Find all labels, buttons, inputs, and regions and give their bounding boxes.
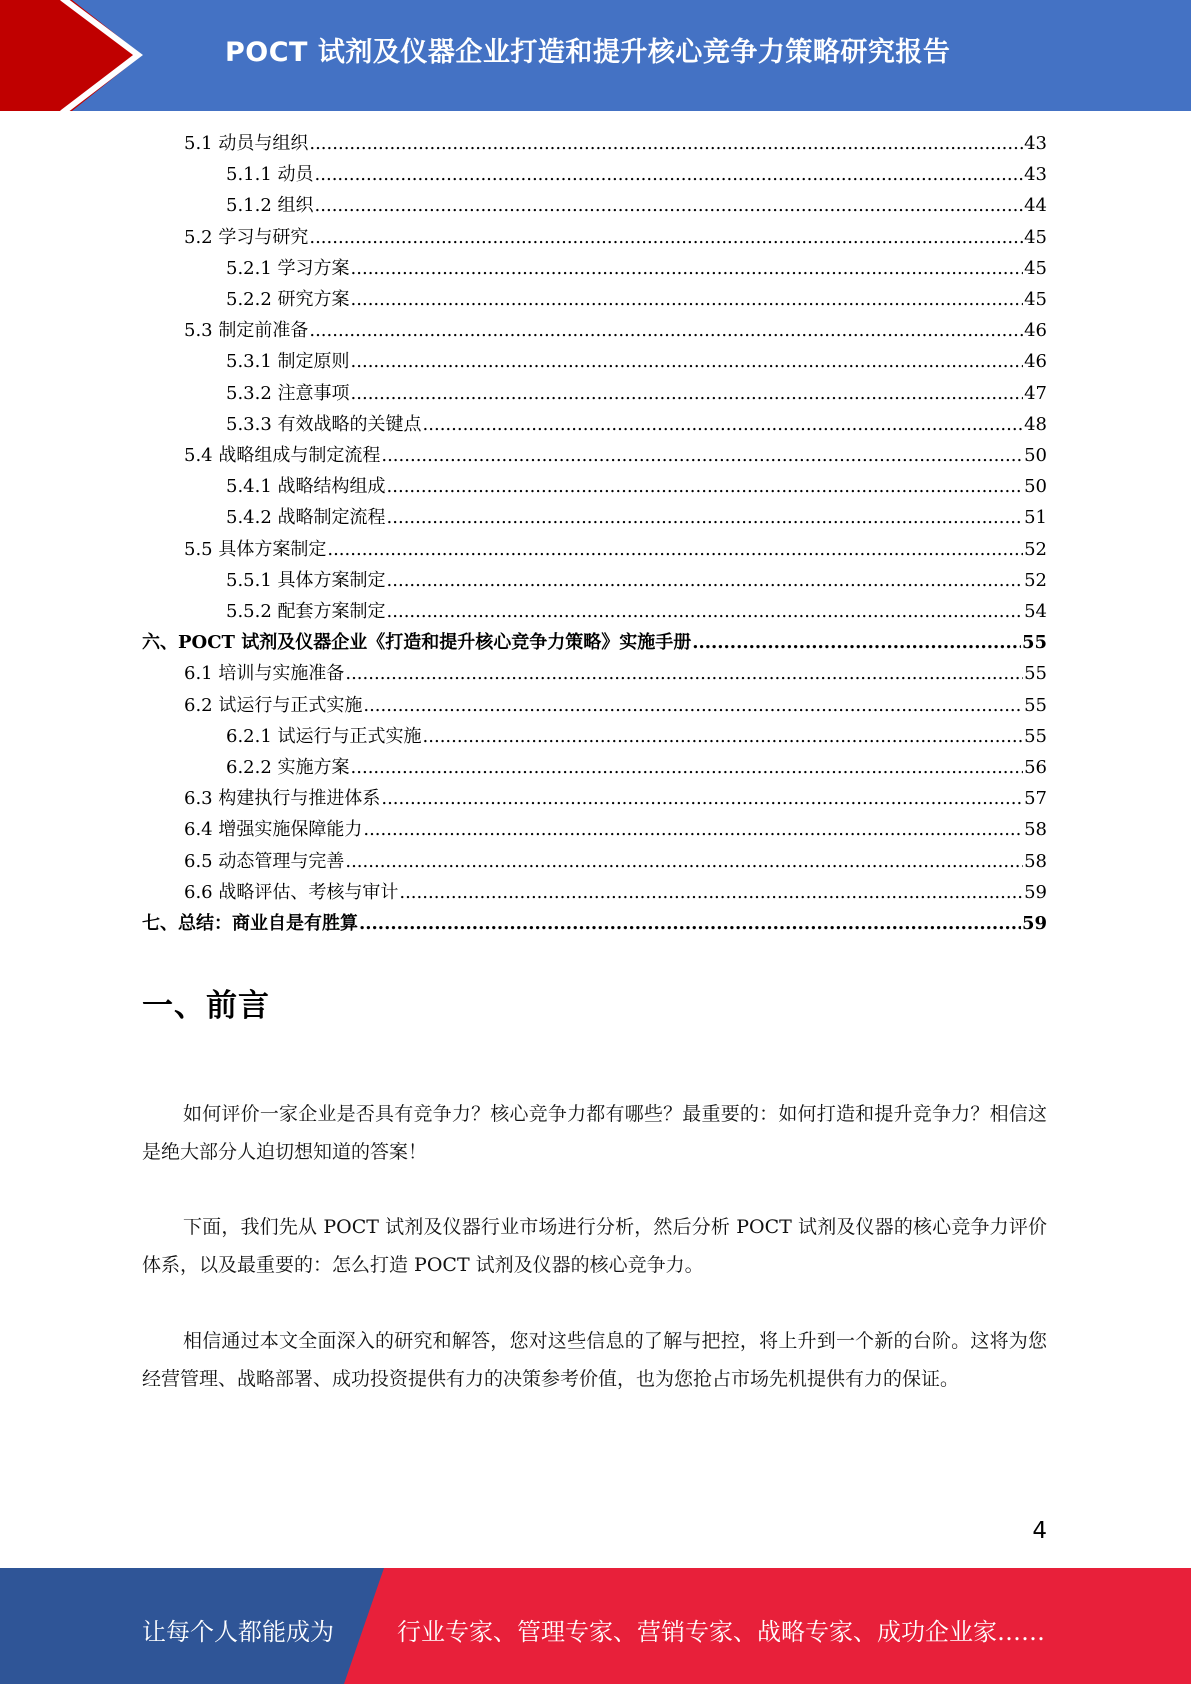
toc-dot-leader [387,471,1024,502]
toc-dot-leader [692,627,1021,658]
toc-dot-leader [309,315,1023,346]
toc-entry-page: 55 [1021,632,1047,654]
toc-dot-leader [309,222,1023,253]
toc-dot-leader [359,908,1021,939]
toc-entry-label: 6.6 战略评估、考核与审计 [184,881,399,903]
toc-entry[interactable] [226,596,1047,627]
toc-entry-page: 55 [1024,694,1047,716]
toc-entry-label: 5.5.1 具体方案制定 [226,569,386,591]
page-header [0,0,1191,111]
toc-entry-label: 5.1.1 动员 [226,164,314,186]
toc-entry-label: 5.1.2 组织 [226,195,314,217]
toc-entry-label: 5.5 具体方案制定 [184,538,327,560]
toc-entry-label: 6.3 构建执行与推进体系 [184,788,381,810]
toc-entry-page: 52 [1024,538,1047,560]
toc-entry[interactable] [226,752,1047,783]
toc-entry[interactable] [226,471,1047,502]
toc-entry-label: 5.3 制定前准备 [184,320,309,342]
toc-entry-page: 45 [1024,226,1047,248]
toc-entry[interactable] [226,284,1047,315]
toc-entry-label: 七、总结：商业自是有胜算 [142,913,358,934]
toc-entry[interactable] [226,253,1047,284]
toc-entry[interactable] [184,534,1047,565]
toc-dot-leader [345,658,1023,689]
toc-entry[interactable] [142,627,1047,658]
toc-entry-page: 56 [1024,757,1047,778]
toc-entry[interactable] [226,378,1047,409]
toc-entry[interactable] [184,783,1047,814]
toc-entry[interactable] [226,409,1047,440]
toc-entry[interactable] [226,502,1047,533]
toc-entry-label: 6.2 试运行与正式实施 [184,694,363,716]
footer-slogan-right: 行业专家、管理专家、营销专家、战略专家、成功企业家…… [397,1618,1045,1646]
section-heading: 一、前言 [142,988,270,1024]
toc-entry-page: 46 [1024,320,1047,342]
toc-entry-page: 58 [1024,850,1047,872]
toc-dot-leader [351,346,1024,377]
toc-entry-label: 6.4 增强实施保障能力 [184,819,363,841]
toc-entry-label: 5.3.2 注意事项 [226,382,350,404]
toc-entry-label: 六、POCT 试剂及仪器企业《打造和提升核心竞争力策略》实施手册 [142,632,692,654]
toc-dot-leader [351,378,1024,409]
toc-entry-label: 5.5.2 配套方案制定 [226,601,386,622]
toc-entry-label: 5.1 动员与组织 [184,133,309,154]
toc-entry[interactable] [142,908,1047,939]
toc-entry-page: 50 [1024,445,1047,466]
toc-dot-leader [387,565,1024,596]
toc-dot-leader [381,783,1023,814]
toc-dot-leader [399,877,1023,908]
toc-entry-page: 54 [1024,601,1047,622]
toc-entry-page: 45 [1024,289,1047,310]
toc-entry[interactable] [184,222,1047,253]
toc-entry[interactable] [184,814,1047,845]
toc-entry-page: 58 [1024,819,1047,841]
toc-dot-leader [387,502,1024,533]
toc-entry-label: 6.2.2 实施方案 [226,757,350,778]
toc-entry-label: 5.2.2 研究方案 [226,289,350,310]
toc-entry[interactable] [184,315,1047,346]
toc-dot-leader [423,721,1024,752]
toc-entry[interactable] [184,658,1047,689]
toc-dot-leader [351,284,1024,315]
toc-entry-label: 5.2 学习与研究 [184,226,309,248]
toc-entry-page: 50 [1024,476,1047,498]
body-paragraph: 下面，我们先从 POCT 试剂及仪器行业市场进行分析，然后分析 POCT 试剂及仪器的核心竞争力评价体系，以及最重要的：怎么打造 POCT 试剂及仪器的核心竞争力。 [142,1216,1047,1276]
footer-slogan-left: 让每个人都能成为 [142,1618,334,1646]
body-paragraph: 相信通过本文全面深入的研究和解答，您对这些信息的了解与把控，将上升到一个新的台阶。这将为您经营管理、战略部署、成功投资提供有力的决策参考价值，也为您抢占市场先机提供有力的保证。 [142,1330,1047,1390]
toc-dot-leader [381,440,1023,471]
toc-dot-leader [351,752,1024,783]
toc-entry-page: 55 [1024,725,1047,747]
toc-entry-page: 59 [1024,881,1047,903]
toc-entry-label: 5.3.1 制定原则 [226,351,350,373]
toc-entry[interactable] [184,128,1047,159]
toc-entry-label: 6.1 培训与实施准备 [184,663,345,685]
body-paragraph: 如何评价一家企业是否具有竞争力？核心竞争力都有哪些？最重要的：如何打造和提升竞争力？相信这是绝大部分人迫切想知道的答案！ [142,1103,1047,1163]
toc-dot-leader [315,190,1024,221]
toc-entry-page: 45 [1024,257,1047,279]
toc-dot-leader [345,846,1023,877]
toc-entry-page: 57 [1024,788,1047,810]
toc-entry-label: 6.2.1 试运行与正式实施 [226,725,422,747]
toc-entry-page: 46 [1024,351,1047,373]
toc-dot-leader [315,159,1024,190]
toc-entry-label: 5.2.1 学习方案 [226,257,350,279]
toc-entry-page: 43 [1024,164,1047,186]
toc-entry-label: 5.4.1 战略结构组成 [226,476,386,498]
toc-dot-leader [327,534,1023,565]
toc-entry[interactable] [184,877,1047,908]
toc-entry[interactable] [184,846,1047,877]
toc-dot-leader [423,409,1024,440]
toc-dot-leader [309,128,1023,159]
toc-entry[interactable] [226,721,1047,752]
toc-entry[interactable] [226,190,1047,221]
toc-entry-page: 59 [1021,913,1047,934]
toc-entry[interactable] [226,565,1047,596]
toc-entry-page: 55 [1024,663,1047,685]
toc-dot-leader [351,253,1024,284]
toc-dot-leader [363,814,1023,845]
toc-entry-label: 6.5 动态管理与完善 [184,850,345,872]
toc-entry-page: 44 [1024,195,1047,217]
toc-entry[interactable] [184,440,1047,471]
header-arrow-decoration [0,0,160,111]
page-footer [0,1568,1191,1684]
toc-entry-label: 5.4.2 战略制定流程 [226,507,386,529]
toc-entry[interactable] [226,346,1047,377]
toc-entry-label: 5.3.3 有效战略的关键点 [226,413,422,435]
toc-dot-leader [387,596,1024,627]
toc-entry-page: 51 [1024,507,1047,529]
toc-dot-leader [363,690,1023,721]
toc-entry-label: 5.4 战略组成与制定流程 [184,445,381,466]
report-title: POCT 试剂及仪器企业打造和提升核心竞争力策略研究报告 [225,37,951,68]
toc-entry-page: 43 [1024,133,1047,154]
toc-entry[interactable] [226,159,1047,190]
toc-entry-page: 47 [1024,382,1047,404]
toc-entry-page: 48 [1024,413,1047,435]
page-number: 4 [1032,1518,1047,1544]
toc-entry[interactable] [184,690,1047,721]
toc-entry-page: 52 [1024,569,1047,591]
